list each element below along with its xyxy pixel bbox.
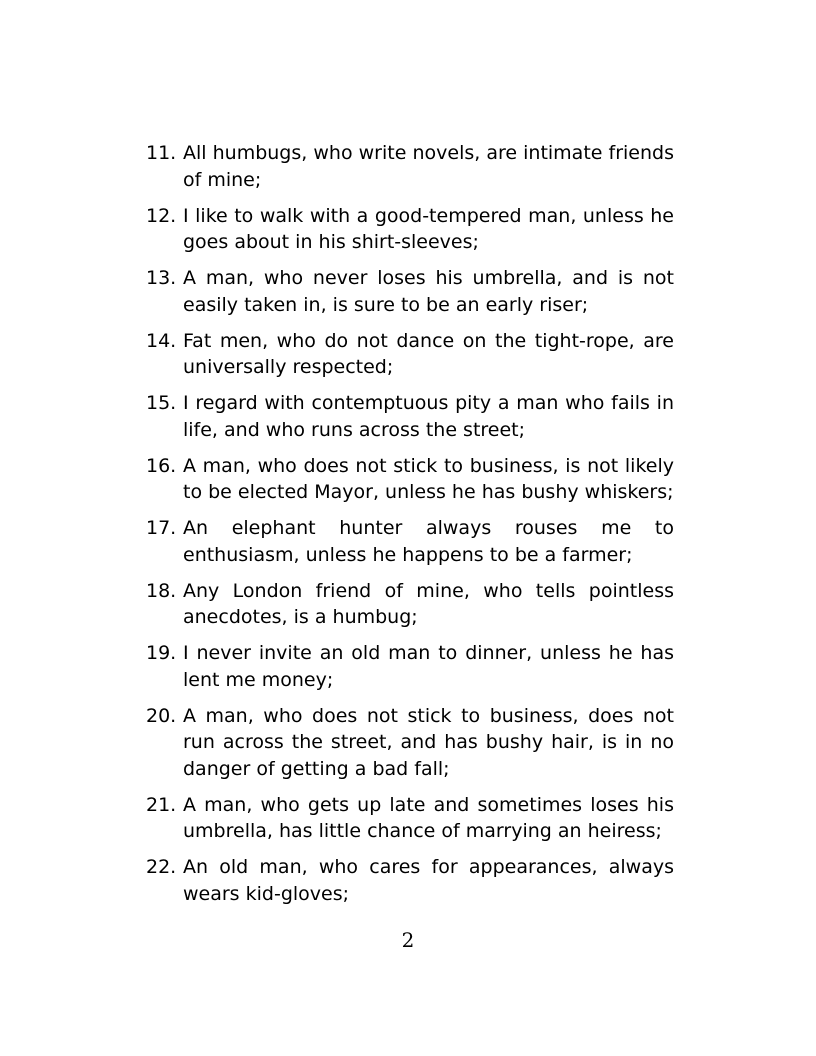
- premise-item: [146, 390, 674, 443]
- premise-text: I never invite an old man to dinner, unless he has lent me money;: [183, 642, 674, 691]
- premise-number: 21.: [146, 793, 177, 816]
- premise-item: [146, 203, 674, 256]
- premise-number: 20.: [146, 704, 177, 727]
- premise-number: 11.: [146, 142, 177, 164]
- premise-item: [146, 640, 674, 693]
- premise-number: 12.: [146, 204, 177, 227]
- premise-item: [146, 854, 674, 907]
- premise-list: [146, 140, 674, 907]
- premise-text: I like to walk with a good-tempered man, unless he goes about in his shirt-sleeves;: [183, 204, 674, 253]
- premise-number: 18.: [146, 579, 177, 602]
- premise-text: All humbugs, who write novels, are intimate friends of mine;: [183, 142, 674, 191]
- premise-number: 14.: [146, 329, 177, 352]
- premise-number: 22.: [146, 856, 177, 878]
- premise-text: A man, who does not stick to business, is not likely to be elected Mayor, unless he has bushy whiskers;: [183, 454, 674, 503]
- premise-item: [146, 265, 674, 318]
- premise-number: 15.: [146, 392, 177, 414]
- page-number: 2: [401, 928, 415, 952]
- premise-item: [146, 792, 674, 845]
- premise-text: Fat men, who do not dance on the tight-rope, are universally respected;: [183, 329, 674, 378]
- premise-item: [146, 703, 674, 783]
- premise-item: [146, 515, 674, 568]
- premise-number: 13.: [146, 267, 177, 289]
- premise-text: Any London friend of mine, who tells pointless anecdotes, is a humbug;: [183, 579, 674, 628]
- premise-item: [146, 453, 674, 506]
- premise-number: 16.: [146, 454, 177, 477]
- premise-item: [146, 140, 674, 193]
- page-body: [146, 140, 674, 917]
- premise-text: An elephant hunter always rouses me to enthusiasm, unless he happens to be a farmer;: [183, 517, 674, 566]
- premise-text: A man, who does not stick to business, does not run across the street, and has bushy hair, is in no danger of getting a bad fall;: [183, 704, 674, 780]
- premise-number: 19.: [146, 642, 177, 664]
- premise-text: An old man, who cares for appearances, always wears kid-gloves;: [183, 856, 674, 905]
- premise-number: 17.: [146, 517, 177, 539]
- premise-text: I regard with contemptuous pity a man who fails in life, and who runs across the street;: [183, 392, 674, 441]
- premise-text: A man, who never loses his umbrella, and is not easily taken in, is sure to be an early riser;: [183, 267, 674, 316]
- premise-item: [146, 578, 674, 631]
- premise-text: A man, who gets up late and sometimes loses his umbrella, has little chance of marrying an heiress;: [183, 793, 674, 842]
- premise-item: [146, 328, 674, 381]
